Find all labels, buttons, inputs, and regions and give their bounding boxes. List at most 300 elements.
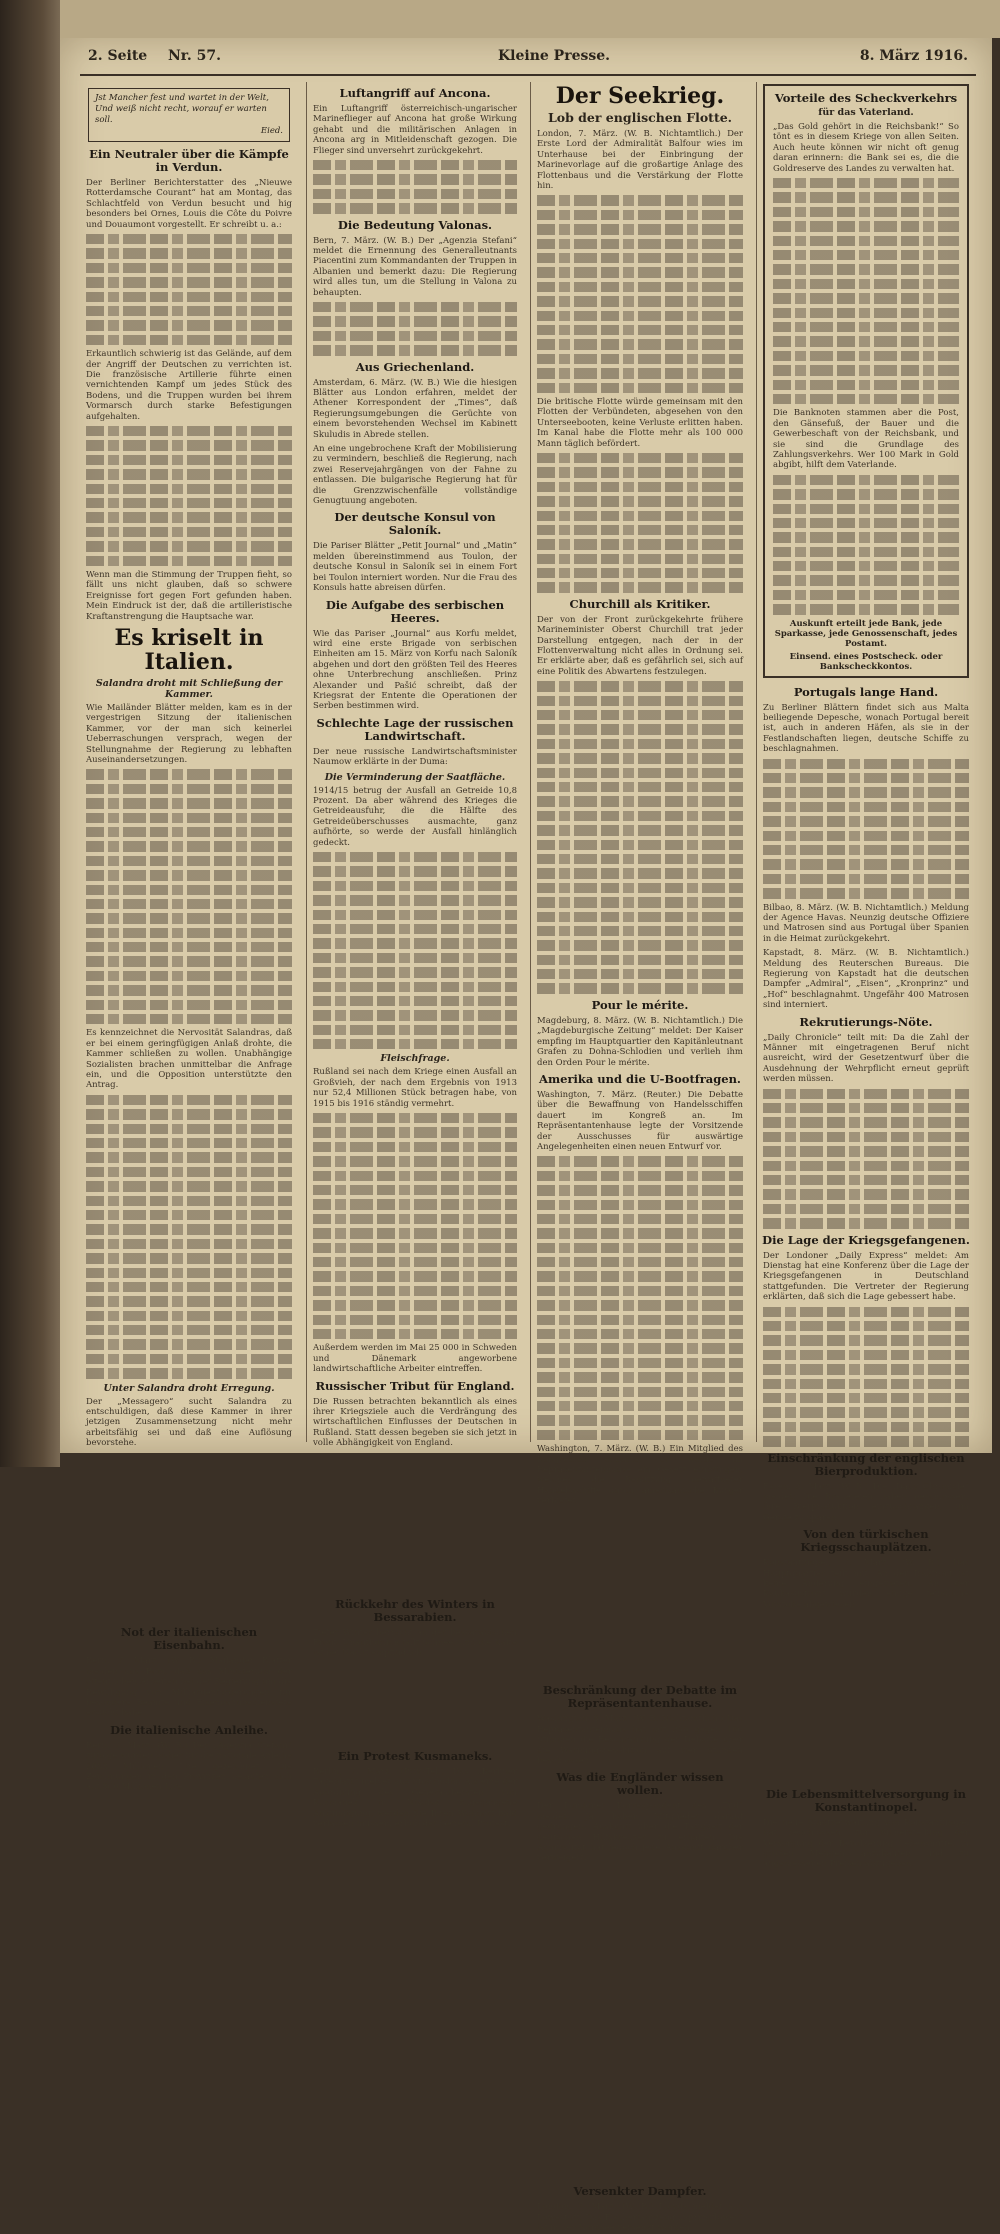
text-line <box>86 234 292 244</box>
text-line <box>313 1553 517 1563</box>
text-line <box>313 852 517 862</box>
text-line <box>537 467 743 477</box>
headline-merite: Pour le mérite. <box>591 997 689 1012</box>
text-line <box>86 813 292 823</box>
article-text: An eine ungebrochene Kraft der Mobilisierung zu vermindern, beschließ die Regierung, nach zwei Reservejahrgängen von der Fahne zu entlassen. Die bulgarische Regierung hat für die Grenzzwischenfälle vollständige Genugtuung angeboten. <box>313 444 517 507</box>
newspaper-page <box>60 38 992 2234</box>
text-line <box>763 1643 969 1653</box>
article-text: Zu Berliner Blättern findet sich aus Malta beiliegende Depesche, wonach Portugal bereit ist, auch in anderen Häfen, als sie in der Festlandschaften liegen, deutsche Schiffe zu beschlagnahmen. <box>763 702 969 755</box>
text-line <box>86 827 292 837</box>
text-line <box>773 178 959 188</box>
column-3 <box>530 82 749 2234</box>
text-line <box>313 1199 517 1209</box>
text-line <box>773 575 959 585</box>
text-line <box>86 1152 292 1162</box>
text-line <box>86 769 292 779</box>
article-text: Die neue Stadtverwaltung von Konstantinopel hat beschlossen, zur Sicherstellung der Versorgung der Bevölkerung Lebensmittel in großen Mengen anzukaufen und zu angemessenen Preisen abzugeben. <box>763 1817 969 1870</box>
article-text: Bern, 7. März. (W. B.) Mailänder Blätter melden aus Rom, daß das Ministerium der öffentlichen Arbeiten bei der Regierung um die Bewilligung von Milliardenforderungen für besondere Beamte und Eisenbahnbedienstete ersucht habe. <box>86 1656 292 1719</box>
text-line <box>86 1611 292 1621</box>
text-line <box>537 1925 743 1935</box>
text-line <box>86 956 292 966</box>
text-line <box>773 504 959 514</box>
text-line <box>86 928 292 938</box>
text-line <box>773 250 959 260</box>
text-line <box>86 1210 292 1220</box>
headline-verdun: Ein Neutraler über die Kämpfe in Verdun. <box>89 147 289 174</box>
text-line <box>537 210 743 220</box>
text-line <box>537 782 743 792</box>
text-line <box>313 1496 517 1506</box>
text-line <box>537 2012 743 2022</box>
text-line <box>537 311 743 321</box>
text-line <box>763 1132 969 1142</box>
article-text: Kapstadt, 8. März. (W. B. Nichtamtlich.) Meldung des Reuterschen Bureaus. Die Regierung von Kapstadt hat die deutschen Dampfer „Admiral“, „Eisen“, „Kronprinz“ und „Hof“ beschlagnahmt. Ungefähr 400 Matrosen sind interniert. <box>763 948 969 1011</box>
text-line <box>773 236 959 246</box>
text-line <box>763 1772 969 1782</box>
headline-konsul: Der deutsche Konsul von Saloník. <box>334 510 496 538</box>
text-line <box>537 2069 743 2079</box>
text-line <box>313 1156 517 1166</box>
text-line <box>763 1686 969 1696</box>
article-text: Wenn man die Stimmung der Truppen fieht, so fällt uns nicht glauben, daß so schwere Ereignisse fort gegen Fort gefunden haben. Mein Eindruck ist der, daß die artilleristische Kraftanstrengung die Hauptsache war. <box>86 569 292 622</box>
text-line <box>537 883 743 893</box>
article-text: Ein Luftangriff österreichisch-ungarischer Marineflieger auf Ancona hat große Wirkung gehabt und die militärischen Anlagen in Ancona arg in Mitleidenschaft gezogen. Die Flieger sind unversehrt zurückgekehrt. <box>313 104 517 156</box>
motto-box <box>88 88 290 142</box>
text-line <box>773 604 959 614</box>
text-line <box>773 336 959 346</box>
text-line <box>773 308 959 318</box>
text-line <box>86 1467 292 1477</box>
page-binding-edge <box>0 0 60 1467</box>
text-line <box>86 1268 292 1278</box>
text-line <box>86 971 292 981</box>
text-line <box>313 1720 517 1730</box>
text-line <box>763 1917 969 1927</box>
text-line <box>537 1983 743 1993</box>
text-line <box>537 2026 743 2036</box>
text-line <box>773 221 959 231</box>
text-line <box>763 1307 969 1317</box>
text-line <box>763 1161 969 1171</box>
text-line <box>537 1940 743 1950</box>
text-line <box>763 816 969 826</box>
text-line <box>763 1931 969 1941</box>
text-line <box>537 1583 743 1593</box>
text-line <box>86 942 292 952</box>
text-line <box>313 1113 517 1123</box>
text-line <box>86 498 292 508</box>
text-line <box>313 910 517 920</box>
text-line <box>763 845 969 855</box>
text-line <box>86 1109 292 1119</box>
column-2 <box>306 82 523 1830</box>
text-line <box>763 1888 969 1898</box>
text-line <box>313 1214 517 1224</box>
text-line <box>537 739 743 749</box>
text-line <box>537 1315 743 1325</box>
headline-kritiker: Churchill als Kritiker. <box>569 596 711 611</box>
text-line <box>537 983 743 993</box>
headline-anleihe: Die italienische Anleihe. <box>110 1722 268 1737</box>
text-line <box>86 784 292 794</box>
article-text: Der neue russische Landwirtschaftsminister Naumow erklärte in der Duma: <box>313 746 517 768</box>
text-line <box>86 1496 292 1506</box>
text-line <box>313 1706 517 1716</box>
text-line <box>537 1171 743 1181</box>
text-line <box>763 1874 969 1884</box>
text-line <box>313 1127 517 1137</box>
text-line <box>313 1525 517 1535</box>
text-line <box>773 394 959 404</box>
text-line <box>537 325 743 335</box>
article-text: London, 7. März. (W. B.) Lloyds meldet aus Lowestoft: Das Fischerfahrzeug „Springflower“ ist in der Nordsee versenkt worden. <box>537 2202 743 2234</box>
article-text: Washington, 7. März. (W. B.) Ein Mitglied des Kongresses erklärte, er werde im Repräsentantenhause ein Gesetz einbringen, welches die Benutzung bewaffneter Handelsschiffe durch amerikanische Bürger verbietet. <box>537 1444 743 1507</box>
text-line <box>773 475 959 485</box>
scheckverkehr-box <box>763 84 969 678</box>
text-line <box>537 753 743 763</box>
text-line <box>773 547 959 557</box>
text-line <box>763 831 969 841</box>
text-line <box>86 1453 292 1463</box>
text-line <box>86 1354 292 1364</box>
text-line <box>763 1436 969 1446</box>
text-line <box>537 582 743 592</box>
text-line <box>313 1025 517 1035</box>
text-line <box>537 1271 743 1281</box>
text-line <box>537 1882 743 1892</box>
text-line <box>537 1511 743 1521</box>
text-line <box>86 440 292 450</box>
text-line <box>86 1481 292 1491</box>
article-text: Washington, 7. März. (Reuter.) Die Debatte über die Bewaffnung von Handelsschiffen dauert im Kongreß an. Im Repräsentantenhause legte der Vorsitzende der Ausschusses für auswärtige Angelegenheiten einen neuen Entwurf vor. <box>537 1089 743 1152</box>
headline-landwirtschaft: Schlechte Lage der russischen Landwirtschaft. <box>316 715 514 743</box>
text-line <box>763 1614 969 1624</box>
text-line <box>86 1525 292 1535</box>
text-line <box>537 2055 743 2065</box>
text-line <box>763 1218 969 1228</box>
text-line <box>537 383 743 393</box>
text-line <box>763 859 969 869</box>
text-line <box>537 1185 743 1195</box>
headline-dampfer: Versenkter Dampfer. <box>573 2184 707 2199</box>
article-text: Konstantinopel, 7. März. (W. B.) Das Hauptquartier teilt mit: An der Irakfront ist keine Änderung eingetreten. An der Kaukasusfront wurden einige feindliche Vorstöße abgewiesen. <box>763 1558 969 1610</box>
text-line <box>313 345 517 355</box>
text-line <box>537 496 743 506</box>
paper-name: Kleine Presse. <box>498 48 611 64</box>
text-line <box>313 1171 517 1181</box>
header-rule <box>80 74 976 76</box>
text-line <box>313 1228 517 1238</box>
text-line <box>763 1189 969 1199</box>
text-line <box>773 279 959 289</box>
text-line <box>537 1415 743 1425</box>
text-line <box>537 710 743 720</box>
text-line <box>313 1481 517 1491</box>
text-line <box>86 1181 292 1191</box>
text-line <box>773 293 959 303</box>
text-line <box>86 885 292 895</box>
text-line <box>537 854 743 864</box>
text-line <box>313 967 517 977</box>
text-line <box>86 469 292 479</box>
text-line <box>537 1358 743 1368</box>
text-line <box>763 787 969 797</box>
article-text: Die britische Flotte würde gemeinsam mit den Flotten der Verbündeten, abgesehen von den Unterseebooten, keine Verluste erlitten haben. Im Kanal habe die Flotte mehr als 100 000 Mann täglich befördert. <box>537 396 743 449</box>
column-1 <box>80 82 298 1793</box>
text-line <box>537 1156 743 1166</box>
text-line <box>773 322 959 332</box>
text-line <box>773 207 959 217</box>
text-line <box>537 453 743 463</box>
text-line <box>537 267 743 277</box>
text-line <box>537 811 743 821</box>
text-line <box>537 1897 743 1907</box>
text-line <box>313 160 517 170</box>
text-line <box>537 2156 743 2166</box>
text-line <box>763 759 969 769</box>
article-text: Tiefer Winter herrscht an der bessarabischen Front. Unaufhörlich fällt Schnee, und die Kälte ist bei Nacht empfindlich. <box>313 1627 517 1659</box>
article-text: Amsterdam, 6. März. (W. B.) Wie die hiesigen Blätter aus London erfahren, meldet der Athener Korrespondent der „Times“, daß Regierungsumgebungen die Gerüchte von einem bevorstehenden Wechsel im Kabinett Skuludis in Abrede stellen. <box>313 377 517 440</box>
headline-rekrutierung: Rekrutierungs-Nöte. <box>799 1014 933 1029</box>
text-line <box>313 866 517 876</box>
text-line <box>313 1510 517 1520</box>
text-line <box>537 1669 743 1679</box>
text-line <box>313 1467 517 1477</box>
text-line <box>537 1868 743 1878</box>
headline-seekrieg: Der Seekrieg. <box>555 83 725 109</box>
text-line <box>86 335 292 345</box>
subheadline-fleisch: Fleischfrage. <box>380 1053 450 1065</box>
text-line <box>86 320 292 330</box>
text-line <box>537 1401 743 1411</box>
text-line <box>86 1282 292 1292</box>
text-line <box>537 724 743 734</box>
text-line <box>537 2098 743 2108</box>
text-line <box>537 2084 743 2094</box>
text-line <box>537 1228 743 1238</box>
text-line <box>86 899 292 909</box>
text-line <box>537 796 743 806</box>
subheadline-erregung: Unter Salandra droht Erregung. <box>103 1382 275 1394</box>
headline-wissen: Was die Engländer wissen wollen. <box>556 1770 724 1798</box>
article-text: Essen, 8. März. (W. B.) Die „Daily Chronicle“ meldet: Die Brauereien haben beschlossen, ihre Bierproduktion einzuschränken, um Gerste zu sparen. <box>763 1481 969 1523</box>
text-line <box>313 996 517 1006</box>
text-line <box>763 1117 969 1127</box>
text-line <box>313 1300 517 1310</box>
text-line <box>537 1968 743 1978</box>
text-line <box>86 1311 292 1321</box>
text-line <box>313 1142 517 1152</box>
text-line <box>763 1744 969 1754</box>
text-line <box>537 253 743 263</box>
text-line <box>763 888 969 898</box>
article-text: 1914/15 betrug der Ausfall an Getreide 10,8 Prozent. Da aber während des Krieges die Getreideausfuhr, die die Hälfte des Getreideüberschusses ausmachte, ganz aufhörte, so werde der Ausfall hinlänglich gedeckt. <box>313 785 517 848</box>
text-line <box>773 518 959 528</box>
text-line <box>86 292 292 302</box>
text-line <box>537 1626 743 1636</box>
text-line <box>86 1553 292 1563</box>
headline-italien: Es kriselt in Italien. <box>114 624 264 675</box>
text-line <box>86 1582 292 1592</box>
headline-ancona: Luftangriff auf Ancona. <box>339 86 491 100</box>
text-line <box>537 282 743 292</box>
text-line <box>537 897 743 907</box>
text-line <box>773 351 959 361</box>
text-line <box>86 306 292 316</box>
article-text: Bilbao, 8. März. (W. B. Nichtamtlich.) Meldung der Agence Havas. Neunzig deutsche Offiziere und Matrosen sind aus Portugal über Spanien in die Heimat zurückgekehrt. <box>763 902 969 944</box>
text-line <box>763 1657 969 1667</box>
text-line <box>313 1692 517 1702</box>
headline-kusmanek: Ein Protest Kusmaneks. <box>337 1749 493 1764</box>
text-line <box>86 248 292 258</box>
headline-kriegsgefangene: Die Lage der Kriegsgefangenen. <box>762 1232 970 1247</box>
article-text: Der Berliner Berichterstatter des „Nieuwe Rotterdamsche Courant“ hat am Montag, das Schlachtfeld von Verdun besucht und hig besonders bei Ornes, Louis die Côte du Poivre und Douaumont vorgestellt. Er schreibt u. a.: <box>86 178 292 230</box>
text-line <box>763 1321 969 1331</box>
article-text: Der von der Front zurückgekehrte frühere Marineminister Oberst Churchill trat jeder Darstellung entgegen, nach der in der Flottenverwaltung nicht alles in Ordnung sei. Er erklärte aber, daß es gefährlich sei, sich auf eine Politik des Abwartens festzulegen. <box>537 614 743 677</box>
headline-tribut: Russischer Tribut für England. <box>315 1378 515 1393</box>
article-text: Die Pariser Blätter „Petit Journal“ und „Matin“ melden übereinstimmend aus Toulon, der deutsche Konsul in Saloník sei in einem Fort bei Toulon interniert worden. Nur die Frau des Konsuls hatte abreisen dürfen. <box>313 541 517 594</box>
text-line <box>313 1539 517 1549</box>
text-line <box>763 1729 969 1739</box>
text-line <box>763 1089 969 1099</box>
text-line <box>763 1379 969 1389</box>
text-line <box>537 1200 743 1210</box>
text-line <box>537 696 743 706</box>
text-line <box>313 302 517 312</box>
text-line <box>537 1539 743 1549</box>
text-line <box>86 1014 292 1024</box>
text-line <box>537 681 743 691</box>
text-line <box>313 1735 517 1745</box>
text-line <box>537 1329 743 1339</box>
text-line <box>537 1597 743 1607</box>
text-line <box>86 1239 292 1249</box>
text-line <box>537 955 743 965</box>
subheadline-saatflaeche: Die Verminderung der Saatfläche. <box>324 771 506 783</box>
article-text: Die Russen betrachten bekanntlich als eines ihrer Kriegsziele auch die Verdrängung des wirtschaftlichen Einflusses der Deutschen in Rußland. Statt dessen begeben sie sich jetzt in volle Abhängigkeit von England. <box>313 1396 517 1449</box>
headline-bessarabien: Rückkehr des Winters in Bessarabien. <box>335 1596 495 1624</box>
text-line <box>763 1903 969 1913</box>
text-line <box>86 1339 292 1349</box>
text-line <box>537 224 743 234</box>
text-line <box>773 489 959 499</box>
text-line <box>537 568 743 578</box>
headline-portugal: Portugals lange Hand. <box>793 684 939 699</box>
article-text: Der Londoner Korrespondent des „Tijd“ meldet: Ja, haben Mitglieder darauf gedrungen, Auskunft über die Tätigkeit der deutschen Hilfskreuzer zu erhalten. Die Admiralität hat jedoch jede Auskunft darüber verweigert. <box>537 1801 743 1864</box>
text-line <box>313 881 517 891</box>
text-line <box>86 856 292 866</box>
text-line <box>313 174 517 184</box>
article-text: Wie das Pariser „Journal“ aus Korfu meldet, wird eine erste Brigade von serbischen Einheiten am 15. März von Korfu nach Saloník abgehen und dort den größten Teil des Heeres ohne Unterbrechung anschließen. Prinz Alexander und Pašić schreibt, daß der Kriegsrat der Entente die Operationen der Serben bestimmen wird. <box>313 628 517 712</box>
text-line <box>763 1364 969 1374</box>
headline-valona: Die Bedeutung Valonas. <box>337 217 493 232</box>
text-line <box>537 1640 743 1650</box>
text-line <box>763 1715 969 1725</box>
text-line <box>313 924 517 934</box>
text-line <box>313 895 517 905</box>
text-line <box>86 1196 292 1206</box>
text-line <box>313 1010 517 1020</box>
text-line <box>86 870 292 880</box>
text-line <box>86 1000 292 1010</box>
text-line <box>763 1629 969 1639</box>
box-text: „Das Gold gehört in die Reichsbank!“ So tönt es in diesem Kriege von allen Seiten. Auch heute können wir nicht oft genug daran erinnern: die Bank sei es, die die Goldreserve des Landes zu verwalten hat. <box>773 122 959 174</box>
text-line <box>763 1103 969 1113</box>
text-line <box>86 426 292 436</box>
article-text: Der „Messagero“ sucht Salandra zu entschuldigen, daß diese Kammer in ihrer jetzigen Zusammensetzung nicht mehr arbeitsfähig sei und daß eine Auflösung bevorstehe. <box>86 1396 292 1449</box>
text-line <box>537 1568 743 1578</box>
text-line <box>313 189 517 199</box>
text-line <box>86 1325 292 1335</box>
text-line <box>86 1095 292 1105</box>
text-line <box>537 1387 743 1397</box>
text-line <box>763 1422 969 1432</box>
motto-line: Und weiß nicht recht, worauf er warten soll. <box>95 104 267 125</box>
box-footer: Auskunft erteilt jede Bank, jede Sparkasse, jede Genossenschaft, jedes Postamt. <box>774 618 958 649</box>
article-text: Berlin, 7. März. (Priv.-Tel.) Das „Berliner Tageblatt“ meldet aus Stockholm: Als eine der Abordnung des Generalobersten von Kusmanek in Nikolsk zugegangene Ankündigung, werden Sie Ihren Wohnort bald verlassen müssen, erhob der General Protest. <box>313 1767 517 1830</box>
text-line <box>537 239 743 249</box>
subheadline-italien: Salandra droht mit Schließung der Kammer. <box>95 677 283 700</box>
text-line <box>773 532 959 542</box>
text-line <box>537 2127 743 2137</box>
text-line <box>537 969 743 979</box>
text-line <box>773 561 959 571</box>
top-paper-strip <box>60 0 1000 38</box>
text-line <box>313 1453 517 1463</box>
text-line <box>763 1758 969 1768</box>
text-line <box>537 1257 743 1267</box>
text-line <box>537 1430 743 1440</box>
motto-signature: Eied. <box>260 126 283 136</box>
motto-line: Jst Mancher fest und wartet in der Welt, <box>95 93 269 103</box>
text-line <box>313 1257 517 1267</box>
text-line <box>763 1146 969 1156</box>
article-text: Rußland sei nach dem Kriege einen Ausfall an Großvieh, der nach dem Ergebnis von 1913 nur 52,4 Millionen Stück betragen habe, von 1915 bis 1916 ständig vermehrt. <box>313 1067 517 1109</box>
text-line <box>537 1997 743 2007</box>
text-line <box>537 2141 743 2151</box>
text-line <box>763 1701 969 1711</box>
text-line <box>537 1343 743 1353</box>
running-header <box>88 48 968 70</box>
text-line <box>86 277 292 287</box>
text-line <box>537 1954 743 1964</box>
text-line <box>763 874 969 884</box>
article-text: Bern, 7. März. (W. B.) Der „Agenzia Stefani“ zufolge wurden bisher für die nationale Anleihe 2083 Millionen Lire gezeichnet. Die Zeichnungen in den Provinzen belaufen sich auf 800 Millionen Lire. <box>86 1740 293 1793</box>
text-line <box>313 1568 517 1578</box>
text-line <box>537 2170 743 2180</box>
text-line <box>313 1039 517 1049</box>
text-line <box>537 1655 743 1665</box>
text-line <box>86 556 292 566</box>
text-line <box>773 365 959 375</box>
text-line <box>763 1204 969 1214</box>
text-line <box>86 484 292 494</box>
text-line <box>537 825 743 835</box>
text-line <box>763 1946 969 1956</box>
text-line <box>86 527 292 537</box>
text-line <box>537 2040 743 2050</box>
text-line <box>313 982 517 992</box>
text-line <box>763 1350 969 1360</box>
text-line <box>313 1582 517 1592</box>
text-line <box>773 264 959 274</box>
headline-bier: Einschränkung der englischen Bierproduktion. <box>767 1450 965 1478</box>
text-line <box>537 926 743 936</box>
text-line <box>86 841 292 851</box>
text-line <box>537 339 743 349</box>
text-line <box>763 1672 969 1682</box>
text-line <box>86 512 292 522</box>
